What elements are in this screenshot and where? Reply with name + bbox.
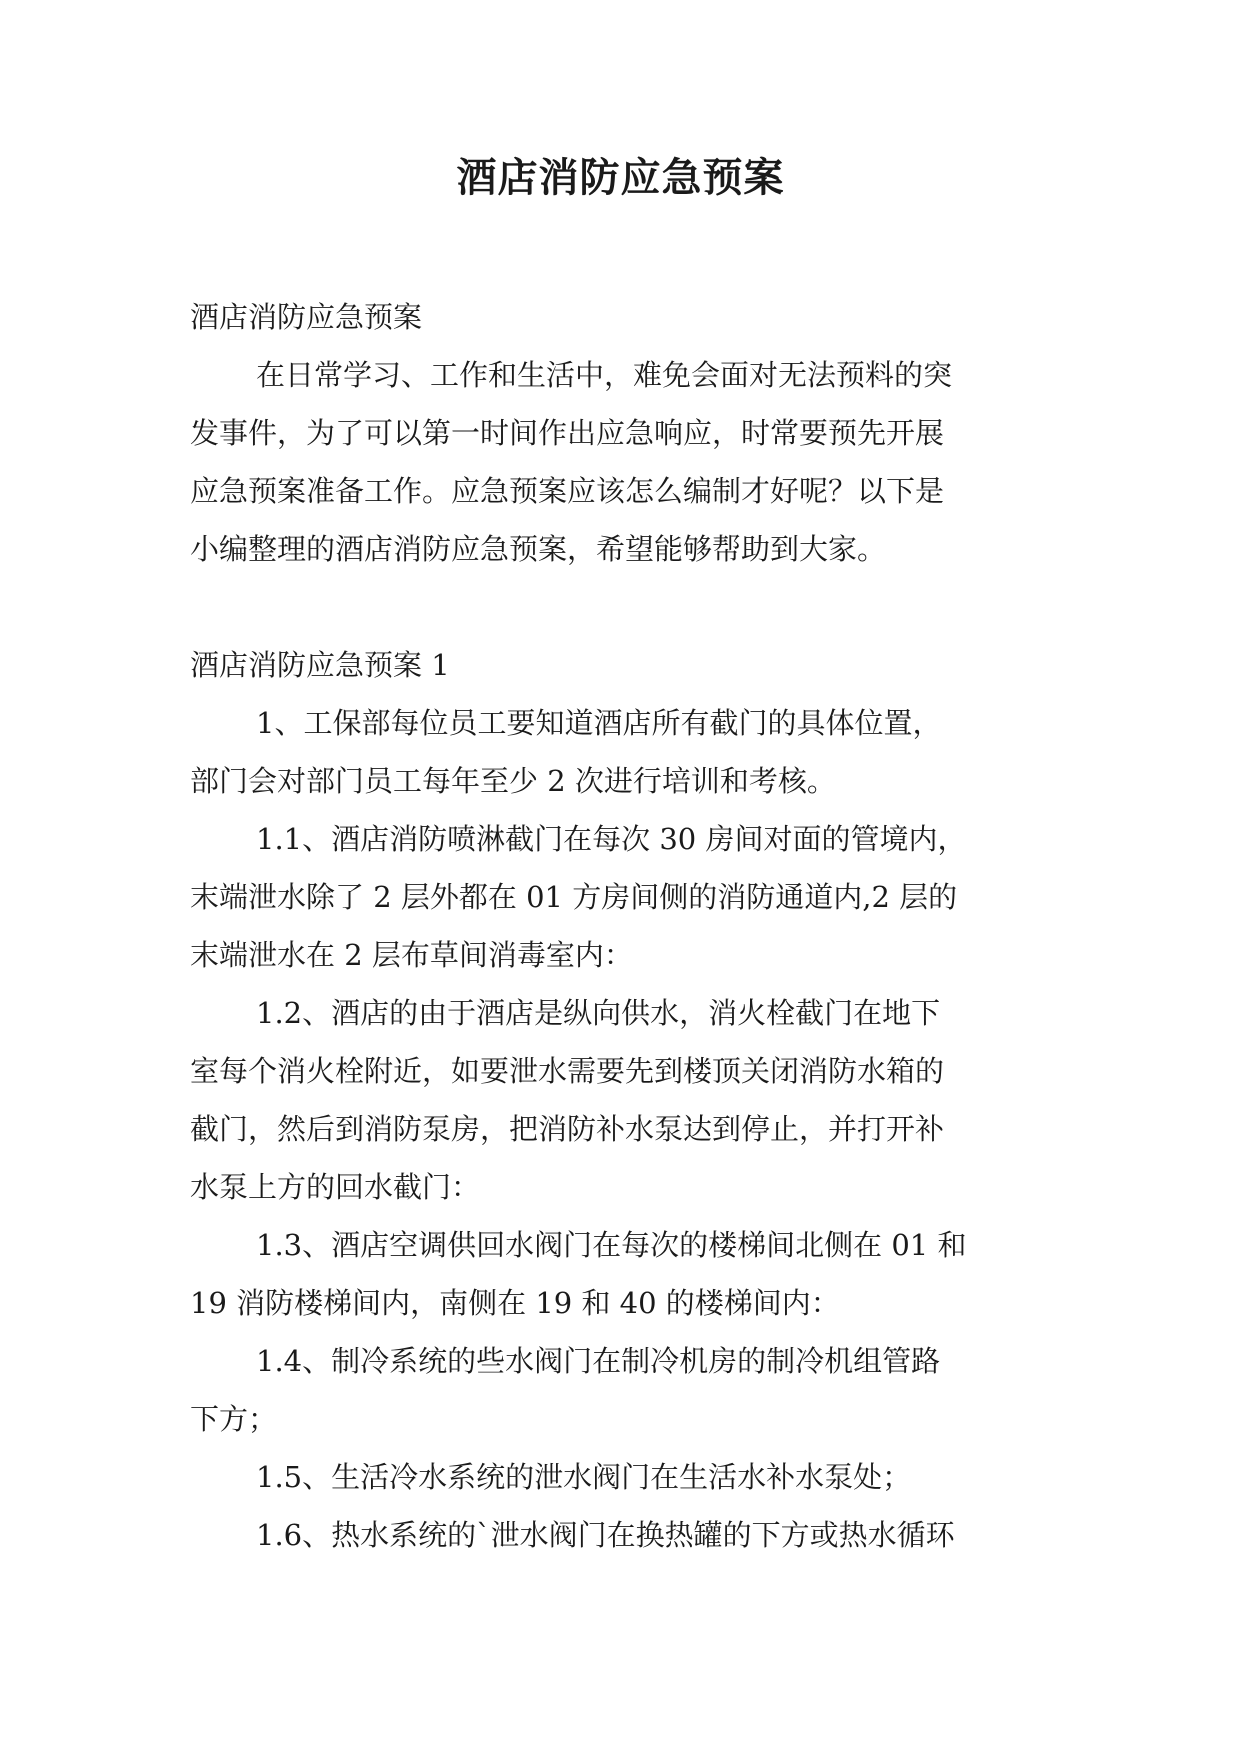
paragraph-line: 1.5、生活冷水系统的泄水阀门在生活水补水泵处；	[256, 1460, 912, 1494]
paragraph-line: 部门会对部门员工每年至少 2 次进行培训和考核。	[190, 764, 836, 798]
paragraph-line: 水泵上方的回水截门：	[190, 1170, 481, 1204]
paragraph-line: 末端泄水除了 2 层外都在 01 方房间侧的消防通道内,2 层的	[190, 880, 958, 914]
section-heading-1: 酒店消防应急预案 1	[190, 648, 450, 682]
paragraph-line: 小编整理的酒店消防应急预案，希望能够帮助到大家。	[190, 532, 887, 566]
paragraph-line: 发事件，为了可以第一时间作出应急响应，时常要预先开展	[190, 416, 945, 450]
paragraph-line: 应急预案准备工作。应急预案应该怎么编制才好呢？以下是	[190, 474, 945, 508]
paragraph-line: 1.4、制冷系统的些水阀门在制冷机房的制冷机组管路	[256, 1344, 941, 1378]
paragraph-line: 1、工保部每位员工要知道酒店所有截门的具体位置，	[256, 706, 942, 740]
paragraph-line: 1.6、热水系统的`泄水阀门在换热罐的下方或热水循环	[256, 1518, 955, 1552]
paragraph-line: 19 消防楼梯间内，南侧在 19 和 40 的楼梯间内：	[190, 1286, 840, 1320]
paragraph-line: 下方；	[190, 1402, 278, 1436]
paragraph-line: 1.1、酒店消防喷淋截门在每次 30 房间对面的管境内，	[256, 822, 967, 856]
paragraph-line: 末端泄水在 2 层布草间消毒室内：	[190, 938, 633, 972]
section-heading-intro: 酒店消防应急预案	[190, 300, 423, 334]
paragraph-line: 截门，然后到消防泵房，把消防补水泵达到停止，并打开补	[190, 1112, 945, 1146]
paragraph-line: 1.3、酒店空调供回水阀门在每次的楼梯间北侧在 01 和	[256, 1228, 967, 1262]
paragraph-gap	[190, 578, 1052, 636]
paragraph-line: 在日常学习、工作和生活中，难免会面对无法预料的突	[256, 358, 953, 392]
paragraph-line: 室每个消火栓附近，如要泄水需要先到楼顶关闭消防水箱的	[190, 1054, 945, 1088]
document-title: 酒店消防应急预案	[456, 154, 785, 201]
document-body	[190, 288, 1052, 1564]
paragraph-line: 1.2、酒店的由于酒店是纵向供水，消火栓截门在地下	[256, 996, 941, 1030]
